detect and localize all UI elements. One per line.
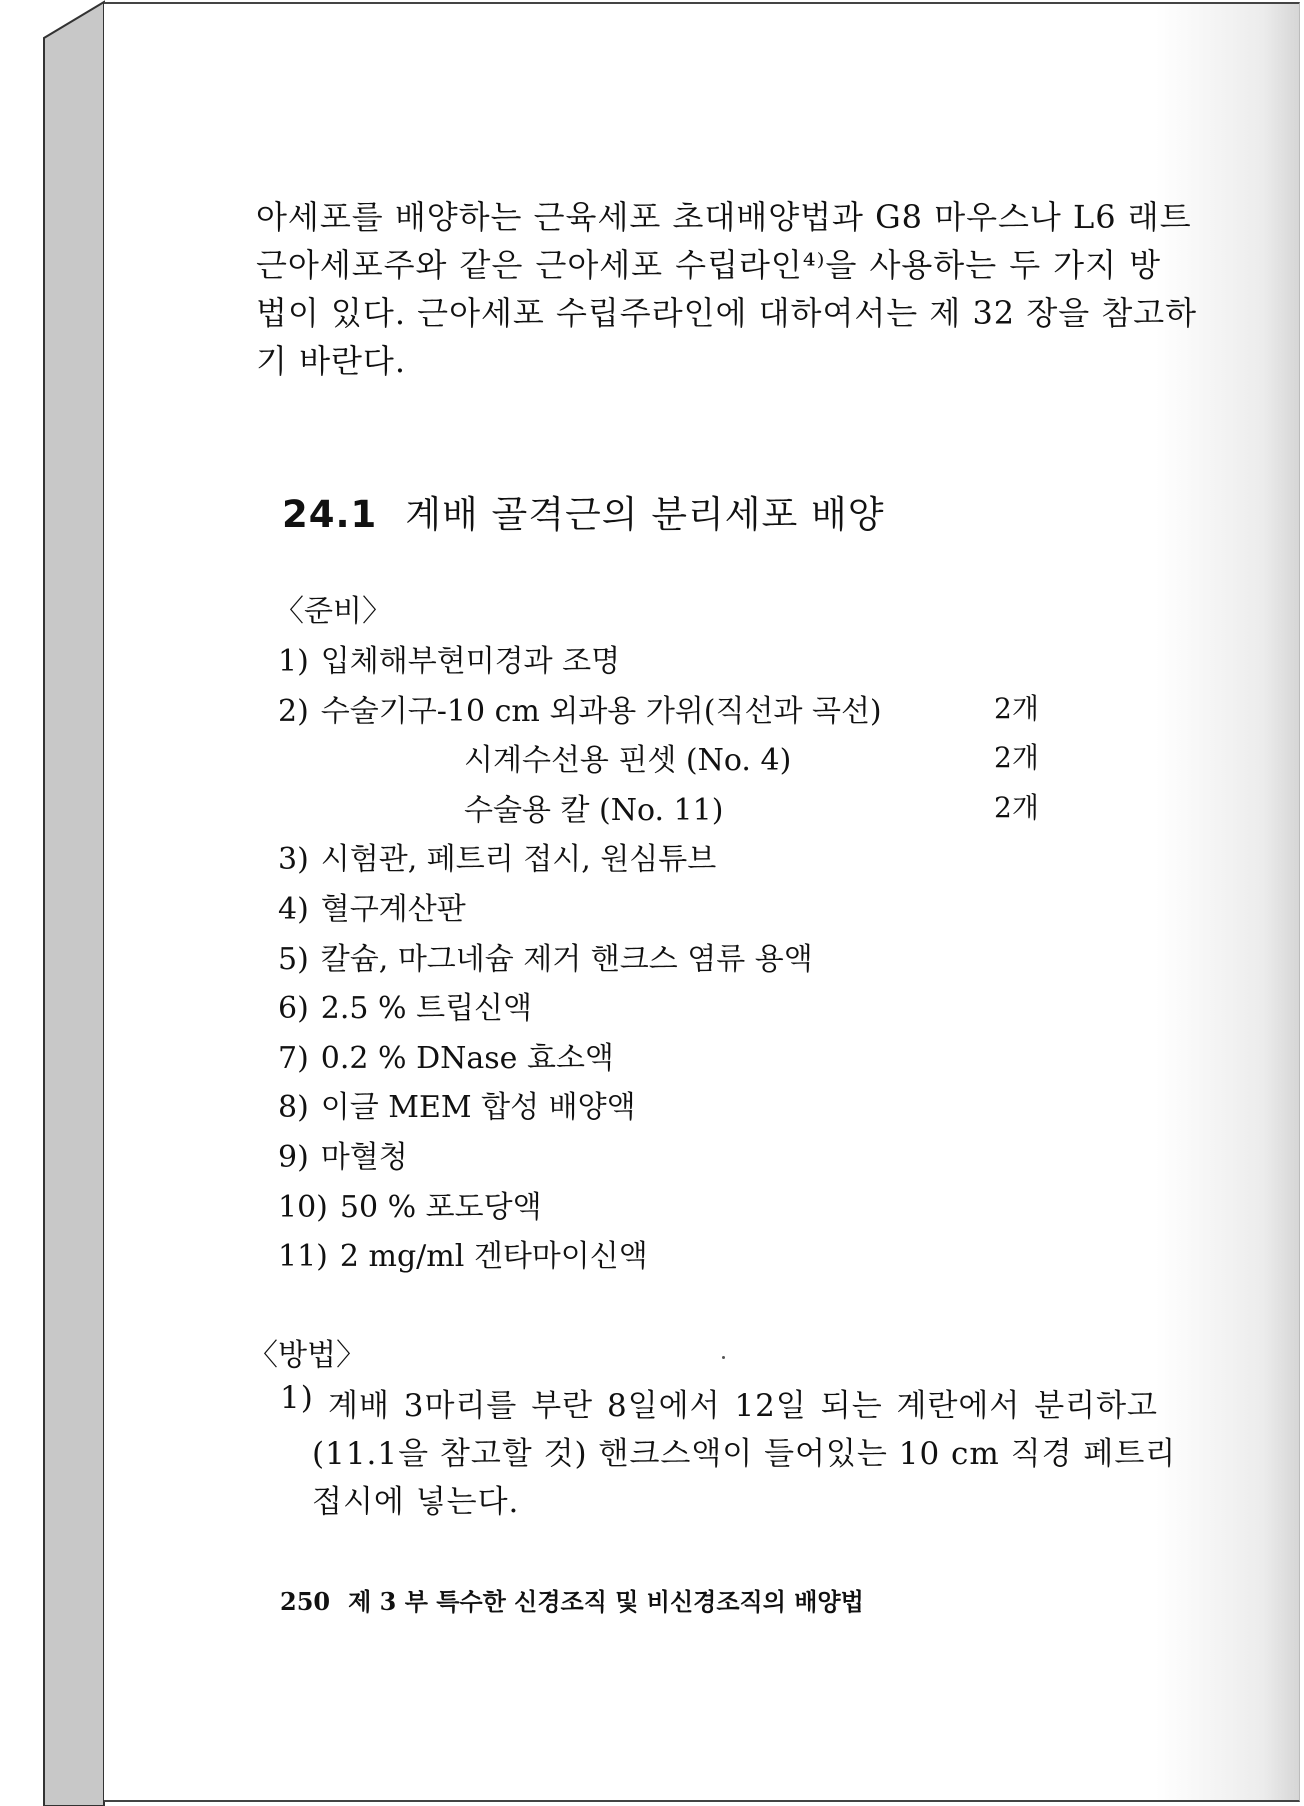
book-page xyxy=(104,2,1300,1802)
method-step-line: 접시에 넣는다. xyxy=(312,1484,520,1520)
item-text: 마혈청 xyxy=(320,1140,408,1175)
item-number: 7) xyxy=(278,1041,309,1076)
page-footer xyxy=(280,1582,864,1617)
item-number: 5) xyxy=(278,942,309,977)
paragraph-line: 법이 있다. 근아세포 수립주라인에 대하여서는 제 32 장을 참고하 xyxy=(256,294,1198,332)
item-text: 입체해부현미경과 조명 xyxy=(320,644,621,679)
item-number: 9) xyxy=(278,1140,309,1175)
method-heading: 〈방법〉 xyxy=(248,1338,366,1373)
preparation-item xyxy=(278,1132,408,1176)
item-text: 0.2 % DNase 효소액 xyxy=(320,1041,614,1076)
preparation-item xyxy=(278,934,813,978)
preparation-heading: 〈준비〉 xyxy=(274,594,392,629)
method-step-line: (11.1을 참고할 것) 핸크스액이 들어있는 10 cm 직경 페트리 xyxy=(312,1436,1177,1472)
preparation-item xyxy=(278,1082,636,1126)
item-text: 시험관, 페트리 접시, 원심튜브 xyxy=(320,842,717,877)
item-number: 8) xyxy=(278,1090,309,1125)
item-number: 3) xyxy=(278,842,309,877)
page-number: 250 xyxy=(280,1587,331,1616)
item-text: 칼슘, 마그네슘 제거 핸크스 염류 용액 xyxy=(320,942,813,977)
preparation-item xyxy=(278,884,466,928)
preparation-item xyxy=(278,834,716,878)
item-number: 6) xyxy=(278,991,309,1026)
preparation-item xyxy=(278,636,620,680)
section-title: 계배 골격근의 분리세포 배양 xyxy=(405,493,885,536)
preparation-item xyxy=(464,785,723,829)
item-number: 10) xyxy=(278,1190,328,1225)
item-text: 50 % 포도당액 xyxy=(339,1190,542,1225)
item-number: 11) xyxy=(278,1239,328,1274)
section-heading xyxy=(282,484,884,538)
item-text: 혈구계산판 xyxy=(320,892,466,927)
section-number: 24.1 xyxy=(282,493,378,536)
footer-title: 제 3 부 특수한 신경조직 및 비신경조직의 배양법 xyxy=(348,1587,864,1616)
stray-dot xyxy=(722,1356,725,1359)
item-text: 이글 MEM 합성 배양액 xyxy=(320,1090,636,1125)
preparation-item xyxy=(278,1231,648,1275)
paragraph-line: 아세포를 배양하는 근육세포 초대배양법과 G8 마우스나 L6 래트 xyxy=(256,198,1192,236)
method-step-number: 1) xyxy=(280,1380,314,1416)
preparation-item xyxy=(278,983,532,1027)
item-text: 2 mg/ml 겐타마이신액 xyxy=(339,1239,648,1274)
item-quantity: 2개 xyxy=(994,692,1039,725)
preparation-item xyxy=(278,1182,542,1226)
method-step-line: 계배 3마리를 부란 8일에서 12일 되는 계란에서 분리하고 xyxy=(328,1388,1158,1424)
item-text: 수술용 칼 (No. 11) xyxy=(464,793,724,828)
item-quantity: 2개 xyxy=(994,791,1039,824)
paragraph-line: 기 바란다. xyxy=(256,342,406,380)
item-number: 1) xyxy=(278,644,309,679)
item-number: 2) xyxy=(278,694,309,729)
item-text: 수술기구-10 cm 외과용 가위(직선과 곡선) xyxy=(320,694,882,729)
preparation-item xyxy=(278,1033,614,1077)
preparation-item xyxy=(278,686,882,730)
item-number: 4) xyxy=(278,892,309,927)
item-text: 시계수선용 핀셋 (No. 4) xyxy=(464,743,792,778)
item-text: 2.5 % 트립신액 xyxy=(320,991,533,1026)
paragraph-line: 근아세포주와 같은 근아세포 수립라인⁴⁾을 사용하는 두 가지 방 xyxy=(256,246,1161,284)
preparation-item xyxy=(464,735,791,779)
item-quantity: 2개 xyxy=(994,741,1039,774)
